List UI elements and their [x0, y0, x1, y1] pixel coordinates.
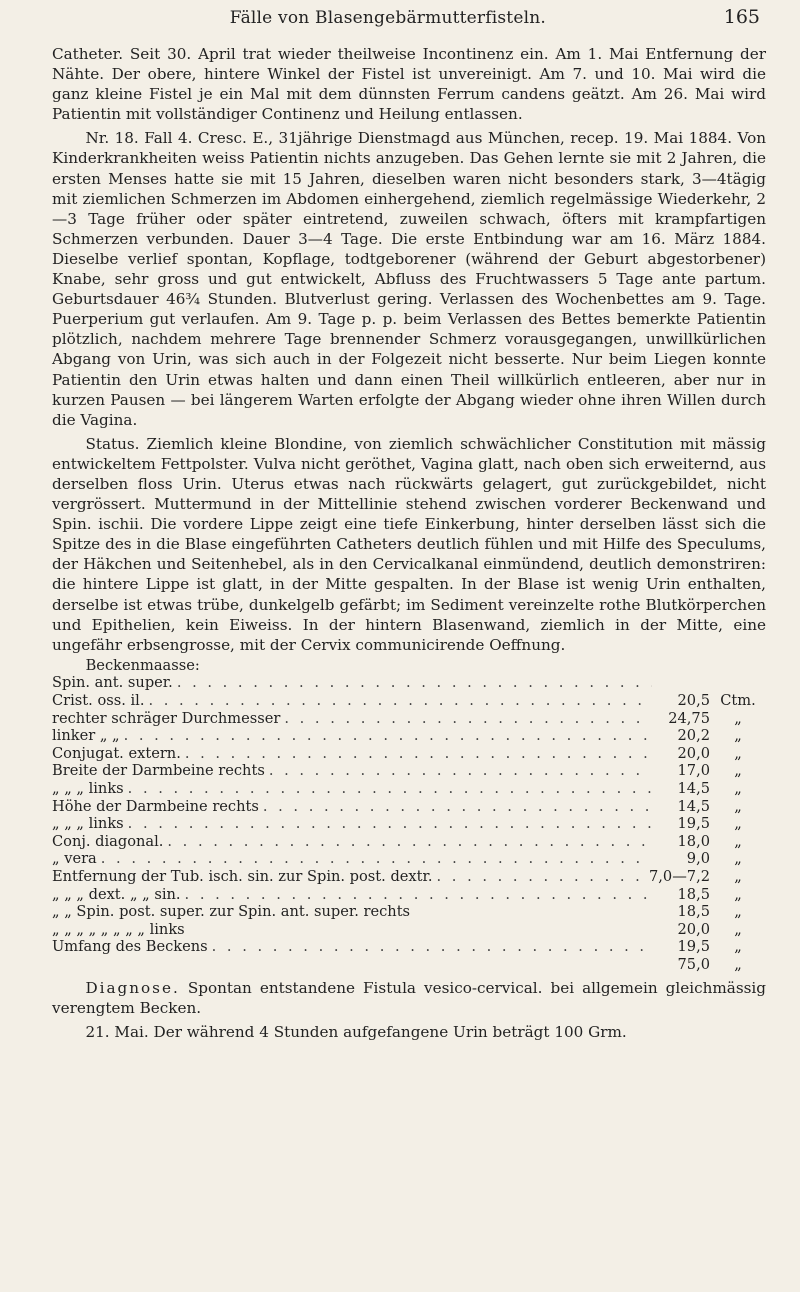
measurement-row: [52, 710, 766, 728]
leader-dots: [181, 886, 652, 904]
measurement-row: [52, 833, 766, 851]
measurement-unit: „: [734, 885, 742, 903]
measurement-unit: Ctm.: [720, 692, 756, 709]
leader-dots: [181, 745, 652, 763]
measurement-label: Conjugat. extern.: [52, 744, 181, 762]
measurement-row: [52, 921, 766, 939]
leader-dots: [208, 938, 652, 956]
measurement-row: [52, 956, 766, 974]
paragraph-status: Status. Ziemlich kleine Blondine, von ziemlich schwächlicher Constitution mit mässig entwickeltem Fettpolster. Vulva nicht geröthet, Vagina glatt, nach oben sich erweiternd, aus derselben floss Urin. Uterus etwas nach rückwärts gelagert, gut zurückgebildet, nicht vergrössert. Muttermund in der Mittellinie stehend zwischen vorderer Beckenwand und Spin. ischii. Die vordere Lippe zeigt eine tiefe Einkerbung, hinter derselben lässt sich die Spitze des in die Blase eingeführten Catheters deutlich fühlen und mit Hilfe des Speculums, der Häkchen und Seitenhebel, als in den Cervicalkanal einmündend, deutlich demonstriren: die hintere Lippe ist glatt, in der Mitte gespalten. In der Blase ist wenig Urin enthalten, derselbe ist etwas trübe, dunkelgelb gefärbt; im Sediment vereinzelte rothe Blutkörperchen und Epithelien, kein Eiweiss. In der hintern Blasenwand, ziemlich in der Mitte, eine ungefähr erbsengrosse, mit der Cervix communicirende Oeffnung.: [52, 434, 766, 654]
measurement-unit: „: [734, 903, 742, 921]
measurement-label: „ „ „ „ „ „ „ „ links: [52, 920, 185, 938]
paragraph-catheter: Catheter. Seit 30. April trat wieder theilweise Incontinenz ein. Am 1. Mai Entfernung der Nähte. Der obere, hintere Winkel der Fistel ist unvereinigt. Am 7. und 10. Mai wird die ganz kleine Fistel je ein Mal mit dem dünnsten Ferrum candens geätzt. Am 26. Mai wird Patientin mit vollständiger Continenz und Heilung entlassen.: [52, 45, 766, 124]
measurement-unit: „: [734, 727, 742, 745]
measurement-unit: „: [734, 938, 742, 956]
measurement-value: 20,0: [677, 744, 710, 762]
leader-dots: [97, 850, 652, 868]
measurement-row: [52, 692, 766, 710]
leader-dots: [163, 833, 652, 851]
measurement-label: rechter schräger Durchmesser: [52, 709, 281, 727]
measurement-row: [52, 903, 766, 921]
measurement-unit: „: [734, 867, 742, 885]
running-title: Fälle von Blasengebärmutterfisteln.: [229, 8, 546, 28]
measurement-label: „ „ Spin. post. super. zur Spin. ant. super. rechts: [52, 903, 411, 921]
measurement-label: „ vera: [52, 850, 97, 868]
leader-dots: [124, 780, 652, 798]
measurement-unit: „: [734, 709, 742, 727]
measurement-value: 20,0: [677, 920, 710, 938]
measurement-unit: „: [734, 744, 742, 762]
page-number: 165: [723, 6, 760, 28]
measurement-value: 19,5: [677, 938, 710, 956]
paragraph-case-history: Nr. 18. Fall 4. Cresc. E., 31jährige Dienstmagd aus München, recep. 19. Mai 1884. Von Kinderkrankheiten weiss Patientin nichts anzugeben. Das Gehen lernte sie mit 2 Jahren, die ersten Menses hatte sie mit 15 Jahren, dieselben waren nicht besonders stark, 3—4tägig mit ziemlichen Schmerzen im Abdomen einhergehend, ziemlich regelmässige Wiederkehr, 2—3 Tage früher oder später eintretend, zuweilen schwach, öfters mit krampfartigen Schmerzen verbunden. Dauer 3—4 Tage. Die erste Entbindung war am 16. März 1884. Dieselbe verlief spontan, Kopflage, todtgeborener (während der Geburt abgestorbener) Knabe, sehr gross und gut entwickelt, Abfluss des Fruchtwassers 5 Tage ante partum. Geburtsdauer 46¾ Stunden. Blutverlust gering. Verlassen des Wochenbettes am 9. Tage. Puerperium gut verlaufen. Am 9. Tage p. p. beim Verlassen des Bettes bemerkte Patientin plötzlich, nachdem mehrere Tage brennender Schmerz vorausgegangen, unwillkürlichen Abgang von Urin, was sich auch in der Folgezeit nicht besserte. Nur beim Liegen konnte Patientin den Urin etwas halten und dann einen Theil willkürlich entleeren, aber nur in kurzen Pausen — bei längerem Warten erfolgte der Abgang wieder ohne ihren Willen durch die Vagina.: [52, 129, 766, 429]
leader-dots: [265, 762, 652, 780]
measurements-heading: Beckenmaasse:: [85, 656, 200, 674]
measurement-label: Umfang des Beckens: [52, 938, 208, 956]
closing-text: [52, 978, 766, 1042]
measurement-row: [52, 886, 766, 904]
measurement-unit: „: [734, 797, 742, 815]
measurement-label: Breite der Darmbeine rechts: [52, 762, 265, 780]
measurement-row: [52, 745, 766, 763]
measurement-unit: „: [734, 815, 742, 833]
measurement-value: 14,5: [677, 797, 710, 815]
leader-dots: [124, 815, 652, 833]
measurement-row: [52, 780, 766, 798]
measurement-value: 14,5: [677, 779, 710, 797]
running-head: [52, 6, 766, 34]
measurement-row: [52, 727, 766, 745]
leader-dots: [433, 868, 649, 886]
measurement-unit: „: [734, 850, 742, 868]
leader-dots: [280, 710, 652, 728]
measurement-unit: „: [734, 762, 742, 780]
diagnosis-paragraph: [52, 978, 766, 1018]
measurement-label: „ „ „ dext. „ „ sin.: [52, 885, 181, 903]
measurement-label: „ „ „ links: [52, 779, 124, 797]
measurement-row: [52, 798, 766, 816]
final-line: 21. Mai. Der während 4 Stunden aufgefangene Urin beträgt 100 Grm.: [85, 1022, 627, 1041]
measurement-unit: „: [734, 779, 742, 797]
leader-dots: [144, 692, 652, 710]
measurement-row: [52, 850, 766, 868]
measurement-value: 20,2: [677, 727, 710, 745]
measurement-row: [52, 938, 766, 956]
leader-dots: [173, 674, 652, 692]
measurement-unit: „: [734, 920, 742, 938]
measurement-label: Spin. ant. super.: [52, 674, 173, 692]
measurement-value: 17,0: [677, 762, 710, 780]
measurement-label: Crist. oss. il.: [52, 692, 145, 709]
measurement-value: 19,5: [677, 815, 710, 833]
measurement-value: 18,5: [677, 903, 710, 921]
measurement-unit: „: [734, 955, 742, 973]
body-text: [52, 44, 766, 655]
measurement-row: [52, 815, 766, 833]
measurement-label: „ „ „ links: [52, 815, 124, 833]
measurement-value: 9,0: [686, 850, 710, 868]
diagnosis-text: Spontan entstandene Fistula vesico-cervical. bei allgemein gleichmässig verengtem Becken.: [52, 978, 767, 1017]
measurement-row: [52, 868, 766, 886]
measurement-value: 18,5: [677, 885, 710, 903]
measurement-value: 24,75: [668, 709, 710, 727]
measurement-row: [52, 762, 766, 780]
diagnosis-label: Diagnose.: [85, 978, 180, 997]
measurement-label: Höhe der Darmbeine rechts: [52, 797, 259, 815]
measurement-value: 7,0—7,2: [648, 867, 710, 885]
measurement-value: 20,5: [677, 692, 710, 709]
measurement-row: [52, 674, 766, 692]
leader-dots: [259, 798, 652, 816]
measurement-value: 18,0: [677, 832, 710, 850]
measurement-label: linker „ „: [52, 727, 120, 745]
measurement-value: 75,0: [677, 955, 710, 973]
measurement-label: Conj. diagonal.: [52, 832, 164, 850]
pelvic-measurements: [52, 657, 766, 974]
leader-dots: [120, 727, 652, 745]
measurement-unit: „: [734, 832, 742, 850]
measurement-label: Entfernung der Tub. isch. sin. zur Spin. post. dextr.: [52, 867, 433, 885]
